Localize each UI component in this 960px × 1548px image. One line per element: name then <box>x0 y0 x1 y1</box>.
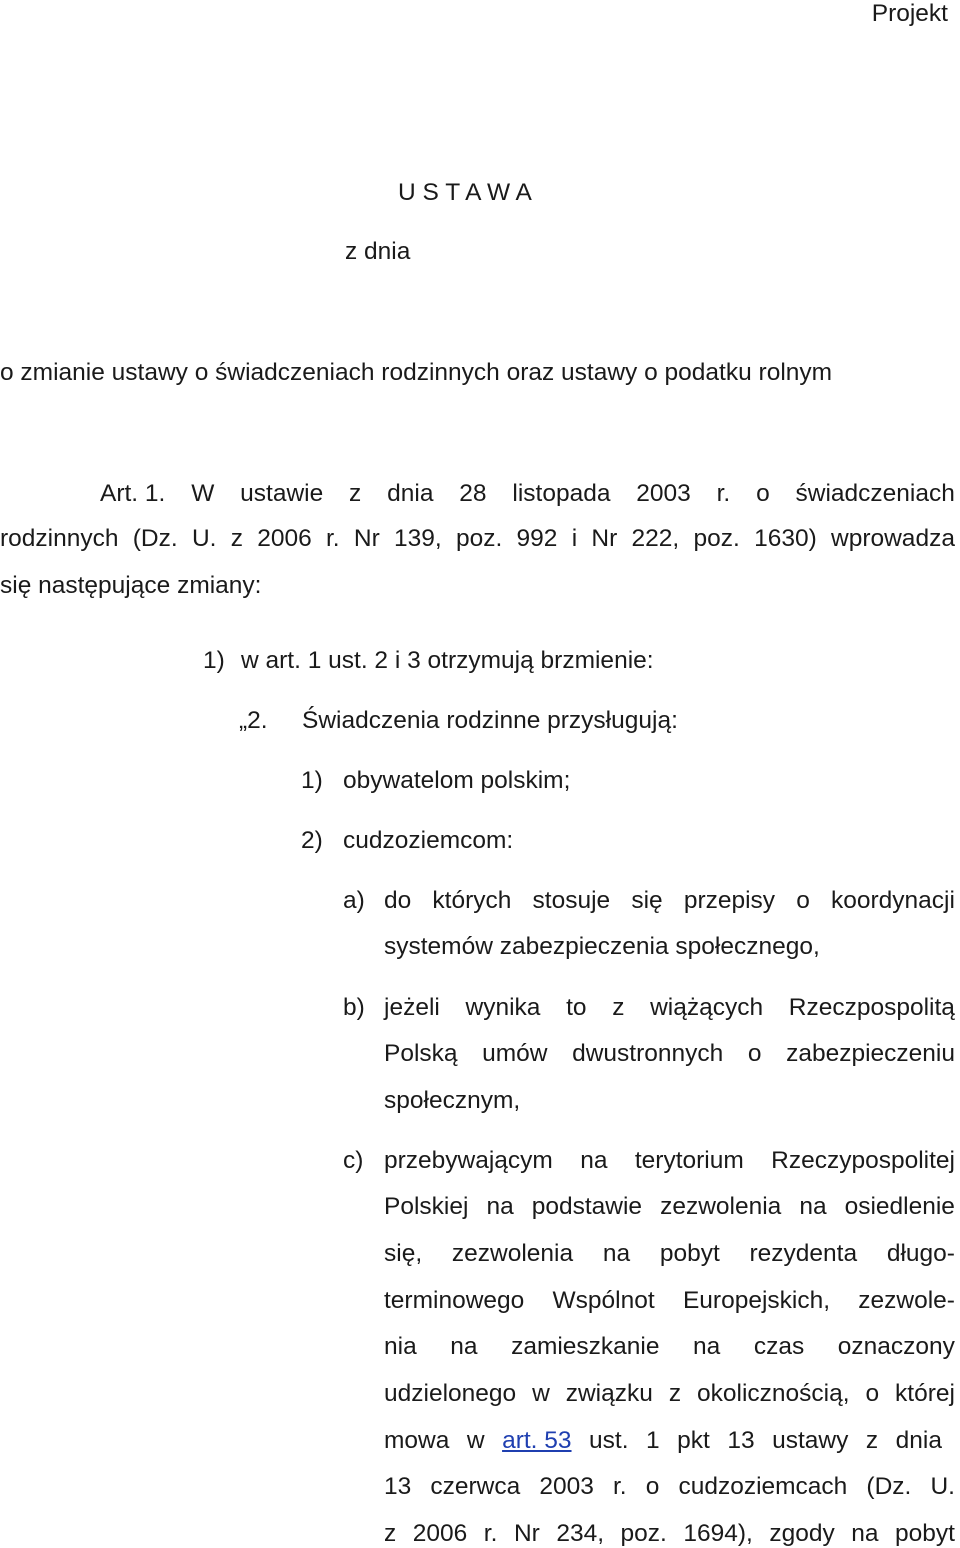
sub-c-line-9-word: Nr <box>513 1520 540 1547</box>
sub-c-line-7-word: pkt <box>677 1427 710 1454</box>
sub-c-line-2-word: osiedlenie <box>844 1193 955 1220</box>
article-1-line-1-word: r. <box>716 480 731 507</box>
sub-b-line-2-word: zabezpieczeniu <box>786 1040 955 1067</box>
article-1-line-2-word: rodzinnych <box>0 525 119 552</box>
article-1-line-2-word: poz. <box>693 525 740 552</box>
sub-c-line-3 <box>384 1240 955 1268</box>
sub-c-line-9-word: 1694), <box>683 1520 753 1547</box>
article-1-line-1-word: 28 <box>459 480 487 507</box>
sub-c-line-6-word: z <box>668 1380 682 1407</box>
sub-c-line-5-word: czas <box>753 1333 805 1360</box>
sub-c-line-1 <box>384 1147 955 1175</box>
sub-c-line-9-word: 2006 <box>412 1520 468 1547</box>
sub-c-line-2-word: Polskiej <box>384 1193 469 1220</box>
sub-c-line-4-word: Europejskich, <box>682 1287 831 1314</box>
article-1-line-2-word: 222, <box>631 525 680 552</box>
sub-a-line-1-word: koordynacji <box>831 887 955 914</box>
sub-c-line-9 <box>384 1520 955 1548</box>
sub-c-line-8-word: cudzoziemcach <box>678 1473 848 1500</box>
article-1-line-2-word: 139, <box>394 525 442 552</box>
sub-b-line-1-word: z <box>612 994 625 1021</box>
sub-c-line-5-word: na <box>693 1333 721 1360</box>
sub-c-line-7-word: ustawy <box>772 1427 849 1454</box>
sub-c-line-5-word: zamieszkanie <box>511 1333 660 1360</box>
item-2-text: cudzoziemcom: <box>343 827 514 854</box>
article-1-line-1-word: Art. 1. <box>100 480 166 507</box>
sub-c-line-4 <box>384 1287 955 1315</box>
sub-c-line-6-word: związku <box>565 1380 653 1407</box>
sub-c-line-3-word: zezwolenia <box>451 1240 574 1267</box>
sub-c-label: c) <box>343 1147 364 1174</box>
article-1-line-2-word: 2006 <box>257 525 312 552</box>
sub-c-line-8-word: czerwca <box>430 1473 521 1500</box>
sub-b-line-1-word: wiążących <box>650 994 764 1021</box>
document-subject: o zmianie ustawy o świadczeniach rodzinnych oraz ustawy o podatku rolnym <box>0 359 833 386</box>
article-1-line-2-word: wprowadza <box>831 525 955 552</box>
sub-c-line-8-word: U. <box>930 1473 955 1500</box>
sub-c-line-6-word: okolicznością, <box>697 1380 850 1407</box>
sub-c-line-7-word: ust. <box>589 1427 629 1454</box>
sub-c-line-1-word: terytorium <box>634 1147 744 1174</box>
sub-c-line-3-word: się, <box>384 1240 423 1267</box>
article-1-line-1 <box>100 480 955 508</box>
article-1-line-2-word: (Dz. <box>132 525 178 552</box>
sub-c-line-9-word: zgody <box>769 1520 835 1547</box>
sub-c-line-2-word: zezwolenia <box>660 1193 782 1220</box>
sub-c-line-7-word: mowa <box>384 1427 450 1454</box>
sub-c-line-5-word: na <box>450 1333 478 1360</box>
sub-c-line-9-word: 234, <box>556 1520 604 1547</box>
article-1-line-2-word: poz. <box>455 525 503 552</box>
sub-c-line-6-word: w <box>532 1380 550 1407</box>
sub-c-line-9-word: poz. <box>620 1520 667 1547</box>
article-1-line-2-word: 1630) <box>754 525 817 552</box>
art-53-link[interactable]: art. 53 <box>502 1427 572 1454</box>
item-2-label: 2) <box>301 827 323 854</box>
article-1-line-2-word: U. <box>191 525 217 552</box>
sub-a-line-1 <box>384 887 955 915</box>
sub-c-line-1-word: na <box>580 1147 608 1174</box>
sub-c-line-7-word: 1 <box>646 1427 660 1454</box>
article-1-line-2 <box>0 525 955 553</box>
sub-c-line-8 <box>384 1473 955 1501</box>
sub-b-line-1-word: Rzeczpospolitą <box>788 994 955 1021</box>
sub-c-line-6-word: której <box>895 1380 955 1407</box>
sub-c-line-5 <box>384 1333 955 1361</box>
article-1-line-2-word: Nr <box>591 525 618 552</box>
article-1-line-2-word: Nr <box>353 525 380 552</box>
sub-c-line-4-word: Wspólnot <box>552 1287 655 1314</box>
sub-c-line-3-word: długo- <box>886 1240 955 1267</box>
article-1-line-1-word: dnia <box>387 480 434 507</box>
sub-c-line-4-word: zezwole- <box>858 1287 955 1314</box>
sub-c-line-2-word: na <box>799 1193 827 1220</box>
sub-a-line-1-word: do <box>384 887 412 914</box>
sub-c-line-3-word: pobyt <box>659 1240 720 1267</box>
sub-c-line-2 <box>384 1193 955 1221</box>
document-date: z dnia <box>345 238 411 265</box>
article-1-line-1-word: 2003 <box>636 480 691 507</box>
sub-b-line-2-word: o <box>747 1040 762 1067</box>
item-1-label: 1) <box>301 767 323 794</box>
sub-b-line-2 <box>384 1040 955 1068</box>
sub-b-label: b) <box>343 994 365 1021</box>
article-1-line-1-word: o <box>756 480 770 507</box>
quote-number: „2. <box>239 707 268 734</box>
sub-b-line-2-word: dwustronnych <box>572 1040 724 1067</box>
sub-a-line-1-word: stosuje <box>532 887 611 914</box>
document-title: U S T A W A <box>398 179 532 206</box>
sub-c-line-7-word: 13 <box>727 1427 755 1454</box>
sub-c-line-1-word: Rzeczypospolitej <box>771 1147 955 1174</box>
sub-c-line-4-word: terminowego <box>384 1287 525 1314</box>
sub-c-line-9-word: z <box>384 1520 397 1547</box>
sub-c-line-7-word: w <box>466 1427 485 1454</box>
sub-c-line-9-word: pobyt <box>895 1520 955 1547</box>
point-1-label: 1) <box>203 647 225 674</box>
sub-c-line-6-word: udzielonego <box>384 1380 517 1407</box>
sub-c-line-8-word: 2003 <box>539 1473 594 1500</box>
sub-a-line-1-word: o <box>796 887 810 914</box>
document-status-label: Projekt <box>871 0 948 27</box>
article-1-line-2-word: 992 <box>516 525 558 552</box>
sub-a-line-1-word: przepisy <box>683 887 776 914</box>
article-1-line-1-word: ustawie <box>240 480 324 507</box>
sub-c-line-7-word: dnia <box>895 1427 942 1454</box>
sub-c-line-8-word: 13 <box>384 1473 412 1500</box>
sub-c-line-1-word: przebywającym <box>384 1147 553 1174</box>
article-1-line-1-word: listopada <box>512 480 611 507</box>
sub-b-line-1-word: to <box>566 994 587 1021</box>
sub-c-line-8-word: (Dz. <box>866 1473 912 1500</box>
sub-c-line-5-word: nia <box>384 1333 417 1360</box>
sub-b-line-1 <box>384 994 955 1022</box>
article-1-line-2-word: r. <box>326 525 340 552</box>
sub-c-line-9-word: r. <box>483 1520 498 1547</box>
quote-intro: Świadczenia rodzinne przysługują: <box>302 707 678 734</box>
sub-c-line-3-word: na <box>602 1240 631 1267</box>
sub-a-line-2: systemów zabezpieczenia społecznego, <box>384 933 820 960</box>
sub-c-line-6 <box>384 1380 955 1408</box>
sub-b-line-3: społecznym, <box>384 1087 521 1114</box>
sub-b-line-2-word: Polską <box>384 1040 458 1067</box>
sub-b-line-1-word: jeżeli <box>384 994 440 1021</box>
sub-c-line-2-word: podstawie <box>531 1193 643 1220</box>
article-1-line-3: się następujące zmiany: <box>0 572 262 599</box>
article-1-line-1-word: z <box>349 480 362 507</box>
point-1-text: w art. 1 ust. 2 i 3 otrzymują brzmienie: <box>241 647 654 674</box>
sub-b-line-2-word: umów <box>482 1040 548 1067</box>
sub-c-line-8-word: r. <box>612 1473 627 1500</box>
sub-a-line-1-word: się <box>631 887 663 914</box>
sub-b-line-1-word: wynika <box>465 994 541 1021</box>
sub-c-line-7-word: z <box>865 1427 879 1454</box>
article-1-line-1-word: świadczeniach <box>795 480 955 507</box>
sub-a-label: a) <box>343 887 365 914</box>
sub-a-line-1-word: których <box>432 887 512 914</box>
sub-c-line-2-word: na <box>486 1193 514 1220</box>
sub-c-line-7 <box>384 1427 942 1455</box>
sub-c-line-6-word: o <box>865 1380 880 1407</box>
article-1-line-1-word: W <box>191 480 215 507</box>
sub-c-line-8-word: o <box>645 1473 660 1500</box>
article-1-line-2-word: z <box>230 525 243 552</box>
sub-c-line-3-word: rezydenta <box>749 1240 858 1267</box>
sub-c-line-9-word: na <box>851 1520 879 1547</box>
item-1-text: obywatelom polskim; <box>343 767 571 794</box>
sub-c-line-5-word: oznaczony <box>837 1333 955 1360</box>
article-1-line-2-word: i <box>571 525 578 552</box>
